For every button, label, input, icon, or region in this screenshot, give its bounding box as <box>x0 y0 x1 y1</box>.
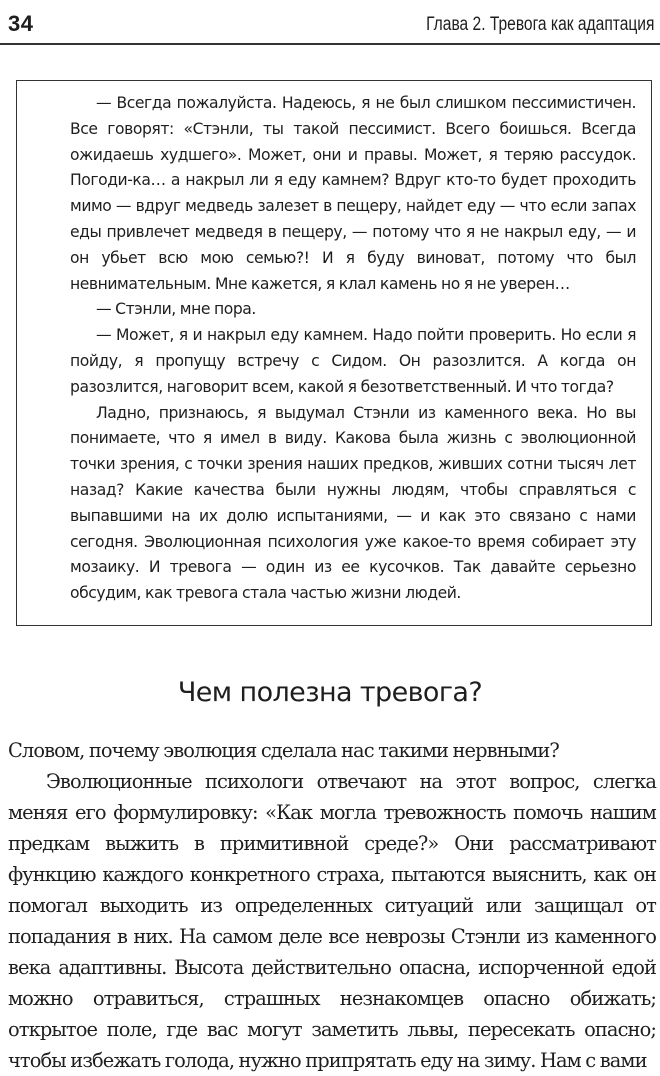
body-text <box>8 735 656 1076</box>
body-paragraph-1: Словом, почему эволюция сделала нас такими нервными? <box>8 739 559 762</box>
sidebar-paragraph-1: — Всегда пожалуйста. Надеюсь, я не был слишком пессимистичен. Все говорят: «Стэнли, ты такой пессимист. Всего боишься. Всегда ожидаешь худшего». Может, они и правы. Может, я теряю рассудок. Погоди-ка… а накрыл ли я еду камнем? Вдруг кто-то будет проходить мимо — вдруг медведь залезет в пещеру, найдет еду — что если запах еды привлечет медведя в пещеру, — потому что я не накрыл еду, — и он убьет всю мою семью?! И я буду виноват, потому что был невнимательным. Мне кажется, я клал камень но я не уверен… <box>70 94 636 293</box>
page-number: 34 <box>8 11 34 36</box>
sidebar-box <box>16 80 652 626</box>
sidebar-paragraph-2: — Стэнли, мне пора. <box>96 300 256 319</box>
running-header-chapter-title: Глава 2. Тревога как адаптация <box>425 14 654 35</box>
header-divider <box>0 43 660 45</box>
body-paragraph-2: Эволюционные психологи отвечают на этот вопрос, слегка меняя его формулировку: «Как могла тревожность помочь нашим предкам выжить в примитивной среде?» Они рассматривают функцию каждого конкретного страха, пытаются выяснить, как он помогал выходить из определенных ситуаций или защищал от попадания в них. На самом деле все неврозы Стэнли из каменного века адаптивны. Высота действительно опасна, испорченной едой можно отравиться, страшных незнакомцев опасно обижать; открытое поле, где вас могут заметить львы, пересекать опасно; чтобы избежать голода, нужно припрятать еду на зиму. Нам с вами <box>8 770 656 1072</box>
sidebar-paragraph-4: Ладно, признаюсь, я выдумал Стэнли из каменного века. Но вы понимаете, что я имел в виду. Какова была жизнь с эволюционной точки зрения, с точки зрения наших предков, живших сотни тысяч лет назад? Какие качества были нужны людям, чтобы справляться с выпавшими на их долю испытаниями, — и как это связано с нами сегодня. Эволюционная психология уже какое-то время собирает эту мозаику. И тревога — один из ее кусочков. Так давайте серьезно обсудим, как тревога стала частью жизни людей. <box>70 403 636 603</box>
sidebar-paragraph-3: — Может, я и накрыл еду камнем. Надо пойти проверить. Но если я пойду, я пропущу встречу с Сидом. Он разозлится. А когда он разозлится, наговорит всем, какой я безответственный. И что тогда? <box>70 326 636 396</box>
section-heading: Чем полезна тревога? <box>177 677 483 708</box>
